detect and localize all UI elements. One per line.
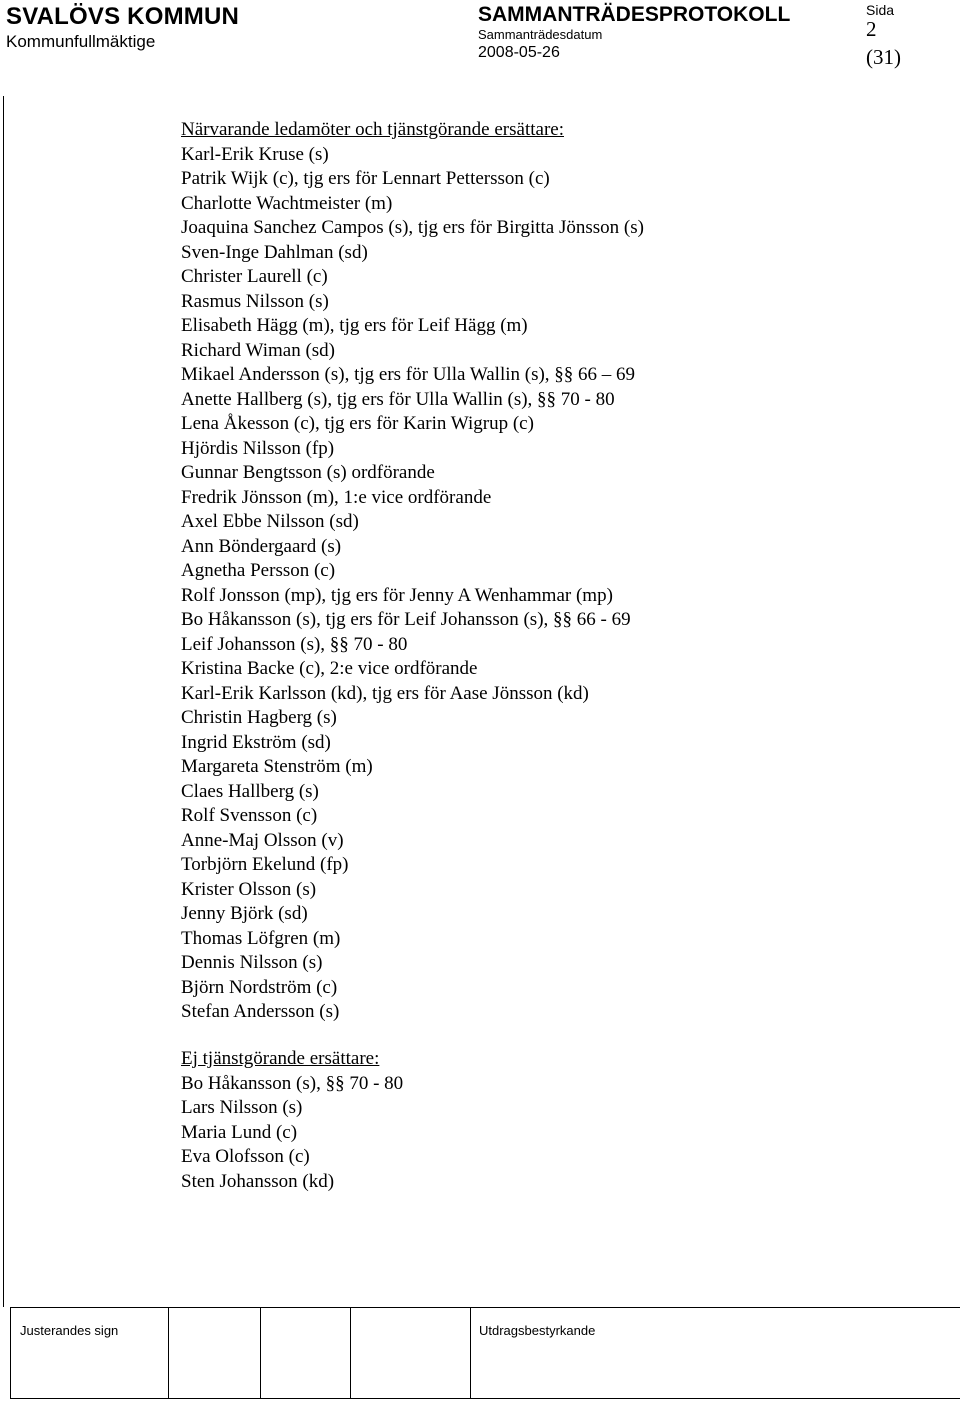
list-item: Gunnar Bengtsson (s) ordförande — [181, 462, 435, 483]
list-item: Björn Nordström (c) — [181, 976, 338, 998]
list-item: Ingrid Ekström (sd) — [181, 731, 331, 753]
meeting-date: 2008-05-26 — [478, 44, 560, 61]
list-item: Margareta Stenström (m) — [181, 756, 373, 777]
list-item: Rasmus Nilsson (s) — [181, 290, 329, 312]
list-item: Fredrik Jönsson (m), 1:e vice ordförande — [181, 486, 492, 508]
list-item: Leif Johansson (s), §§ 70 - 80 — [181, 633, 408, 655]
list-item: Kristina Backe (c), 2:e vice ordförande — [181, 658, 478, 679]
list-item: Richard Wiman (sd) — [181, 339, 336, 361]
list-item: Maria Lund (c) — [181, 1121, 298, 1143]
list-item: Christer Laurell (c) — [181, 266, 328, 287]
footer-divider — [10, 1307, 11, 1399]
list-item: Thomas Löfgren (m) — [181, 927, 341, 949]
non-serving-section — [181, 1047, 403, 1194]
footer-bottom-rule — [10, 1398, 960, 1399]
list-item: Torbjörn Ekelund (fp) — [181, 854, 349, 875]
page-label: Sida — [866, 2, 895, 18]
municipality-name: SVALÖVS KOMMUN — [6, 3, 240, 30]
left-margin-rule — [3, 96, 4, 1307]
list-item: Mikael Andersson (s), tjg ers för Ulla Wallin (s), §§ 66 – 69 — [181, 364, 636, 385]
list-item: Rolf Jonsson (mp), tjg ers för Jenny A Wenhammar (mp) — [181, 584, 613, 606]
page-total: (31) — [866, 45, 901, 69]
footer-divider — [470, 1307, 471, 1399]
council-name: Kommunfullmäktige — [6, 32, 156, 51]
list-item: Charlotte Wachtmeister (m) — [181, 192, 393, 214]
meeting-date-label: Sammanträdesdatum — [478, 27, 603, 42]
signature-label: Justerandes sign — [20, 1323, 119, 1338]
footer-divider — [260, 1307, 261, 1399]
list-item: Jenny Björk (sd) — [181, 903, 308, 924]
certified-label: Utdragsbestyrkande — [479, 1323, 596, 1338]
list-item: Karl-Erik Kruse (s) — [181, 143, 329, 165]
list-item: Ann Böndergaard (s) — [181, 535, 342, 557]
list-item: Karl-Erik Karlsson (kd), tjg ers för Aase Jönsson (kd) — [181, 682, 589, 704]
page-number: 2 — [866, 17, 877, 41]
list-item: Bo Håkansson (s), tjg ers för Leif Johansson (s), §§ 66 - 69 — [181, 609, 631, 630]
list-item: Lena Åkesson (c), tjg ers för Karin Wigrup (c) — [181, 413, 534, 434]
list-item: Elisabeth Hägg (m), tjg ers för Leif Hägg (m) — [181, 315, 528, 336]
footer-divider — [350, 1307, 351, 1399]
list-item: Anne-Maj Olsson (v) — [181, 829, 344, 851]
document-title: SAMMANTRÄDESPROTOKOLL — [478, 3, 791, 26]
list-item: Sten Johansson (kd) — [181, 1170, 335, 1192]
list-item: Joaquina Sanchez Campos (s), tjg ers för Birgitta Jönsson (s) — [181, 217, 644, 238]
non-serving-list — [181, 1072, 403, 1195]
attendees-list — [181, 143, 644, 1025]
footer-divider — [168, 1307, 169, 1399]
list-item: Rolf Svensson (c) — [181, 805, 318, 826]
list-item: Dennis Nilsson (s) — [181, 952, 323, 973]
list-item: Hjördis Nilsson (fp) — [181, 437, 335, 459]
list-item: Lars Nilsson (s) — [181, 1097, 303, 1118]
attendees-heading: Närvarande ledamöter och tjänstgörande ersättare: — [181, 119, 564, 140]
list-item: Claes Hallberg (s) — [181, 780, 319, 802]
list-item: Christin Hagberg (s) — [181, 707, 337, 728]
list-item: Axel Ebbe Nilsson (sd) — [181, 511, 359, 532]
attendees-section — [181, 118, 644, 1025]
footer-top-rule — [10, 1307, 960, 1308]
list-item: Eva Olofsson (c) — [181, 1146, 310, 1167]
non-serving-heading: Ej tjänstgörande ersättare: — [181, 1048, 380, 1069]
list-item: Stefan Andersson (s) — [181, 1001, 340, 1022]
list-item: Agnetha Persson (c) — [181, 560, 336, 581]
list-item: Krister Olsson (s) — [181, 878, 317, 900]
list-item: Anette Hallberg (s), tjg ers för Ulla Wallin (s), §§ 70 - 80 — [181, 388, 615, 410]
list-item: Sven-Inge Dahlman (sd) — [181, 241, 368, 263]
list-item: Patrik Wijk (c), tjg ers för Lennart Pettersson (c) — [181, 168, 550, 189]
list-item: Bo Håkansson (s), §§ 70 - 80 — [181, 1072, 404, 1094]
